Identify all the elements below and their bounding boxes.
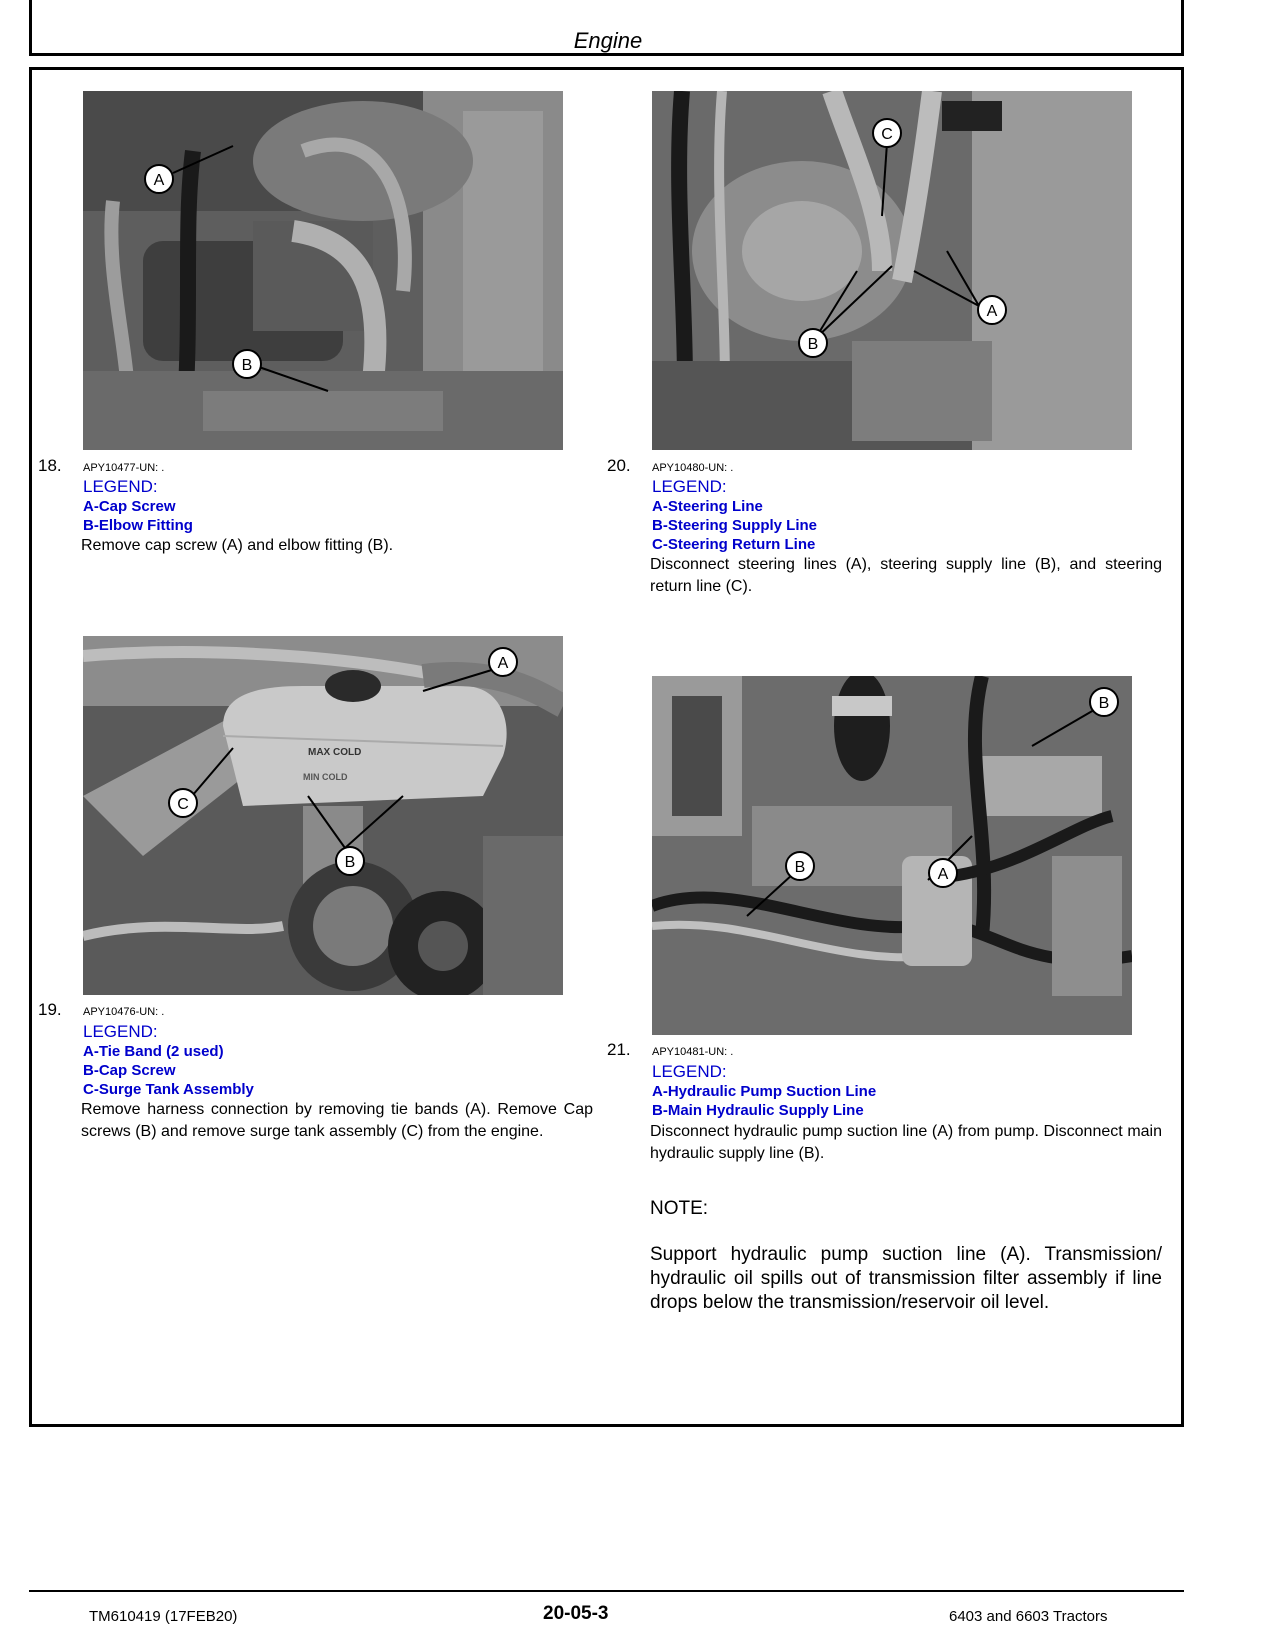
callout-b: B: [807, 336, 819, 353]
step-number: 19.: [38, 1000, 62, 1019]
callout-a: A: [937, 866, 949, 883]
figure-step-18: [83, 91, 563, 450]
legend-item: B-Main Hydraulic Supply Line: [652, 1102, 864, 1119]
figure-id: APY10476-UN: .: [83, 1006, 165, 1018]
callout-c: C: [177, 796, 189, 813]
step-text: Remove cap screw (A) and elbow fitting (B).: [81, 537, 394, 554]
step-number: 20.: [607, 456, 631, 475]
legend-item: A-Tie Band (2 used): [83, 1043, 224, 1060]
page-header-title: Engine: [573, 28, 643, 53]
figure-step-20: [652, 91, 1132, 450]
step-text: Disconnect hydraulic pump suction line (A) from pump. Disconnect main hydraulic supply line (B).: [650, 1123, 1162, 1162]
legend-item: C-Steering Return Line: [652, 536, 816, 553]
step-text: Remove harness connection by removing tie bands (A). Remove Cap screws (B) and remove surge tank assembly (C) from the engine.: [81, 1101, 593, 1140]
step-number: 18.: [38, 456, 62, 475]
legend-item: C-Surge Tank Assembly: [83, 1081, 254, 1098]
footer-product: 6403 and 6603 Tractors: [949, 1608, 1108, 1625]
footer-rule: [29, 1590, 1184, 1592]
callout-b: B: [241, 357, 253, 374]
legend-item: B-Steering Supply Line: [652, 517, 818, 534]
callout-c: C: [881, 126, 893, 143]
step-number: 21.: [607, 1040, 631, 1059]
legend-title: LEGEND:: [83, 1022, 158, 1041]
step-text: Disconnect steering lines (A), steering supply line (B), and steering return line (C).: [650, 556, 1162, 595]
legend-item: B-Elbow Fitting: [83, 517, 193, 534]
footer-doc-id: TM610419 (17FEB20): [89, 1608, 238, 1625]
legend-item: A-Steering Line: [652, 498, 763, 515]
legend-title: LEGEND:: [652, 1062, 727, 1081]
min-cold-label: MIN COLD: [303, 772, 348, 782]
figure-id: APY10477-UN: .: [83, 462, 165, 474]
max-cold-label: MAX COLD: [308, 747, 362, 758]
callout-b: B: [794, 859, 806, 876]
footer-page-number: 20-05-3: [543, 1603, 609, 1624]
note-label: NOTE:: [650, 1198, 709, 1219]
callout-a: A: [497, 655, 509, 672]
figure-step-19: [83, 636, 563, 995]
legend-title: LEGEND:: [83, 477, 158, 496]
legend-item: A-Cap Screw: [83, 498, 176, 515]
note-text: Support hydraulic pump suction line (A). Transmission/ hydraulic oil spills out of transmission filter assembly if line drops below the transmission/reservoir oil level.: [650, 1244, 1162, 1313]
figure-step-21: [652, 676, 1132, 1035]
figure-id: APY10480-UN: .: [652, 462, 734, 474]
callout-a: A: [986, 303, 998, 320]
callout-a: A: [153, 172, 165, 189]
legend-item: A-Hydraulic Pump Suction Line: [652, 1083, 877, 1100]
callout-b: B: [344, 854, 356, 871]
legend-title: LEGEND:: [652, 477, 727, 496]
callout-b: B: [1098, 695, 1110, 712]
legend-item: B-Cap Screw: [83, 1062, 176, 1079]
figure-id: APY10481-UN: .: [652, 1046, 734, 1058]
